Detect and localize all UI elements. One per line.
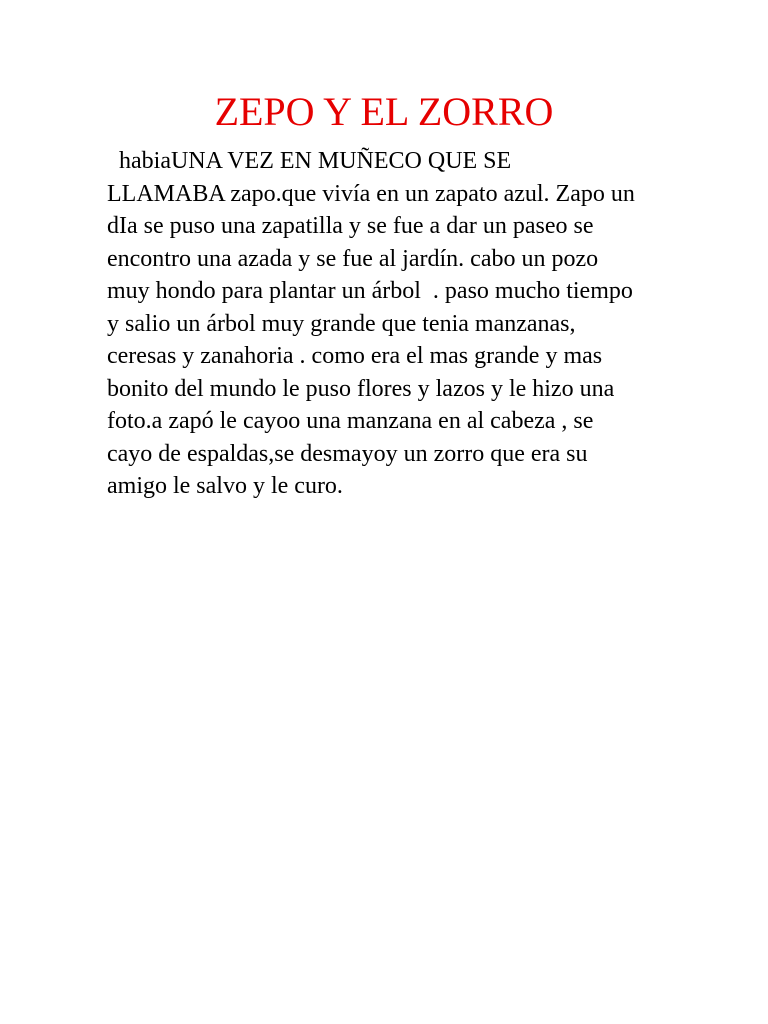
story-paragraph — [107, 145, 677, 503]
story-line: LLAMABA zapo.que vivía en un zapato azul. Zapo un — [107, 180, 635, 207]
story-line: encontro una azada y se fue al jardín. cabo un pozo — [107, 245, 599, 272]
story-line: muy hondo para plantar un árbol . paso mucho tiempo — [107, 278, 633, 304]
story-line: foto.a zapó le cayoo una manzana en al cabeza , se — [107, 408, 594, 434]
story-line: ceresas y zanahoria . como era el mas grande y mas — [107, 343, 603, 369]
story-line: cayo de espaldas,se desmayoy un zorro que era su — [107, 440, 588, 467]
story-line: amigo le salvo y le curo. — [107, 473, 343, 499]
story-line: bonito del mundo le puso flores y lazos y le hizo una — [107, 375, 615, 402]
story-line: dIa se puso una zapatilla y se fue a dar un paseo se — [107, 213, 594, 239]
document-title: ZEPO Y EL ZORRO — [214, 89, 554, 134]
story-line: y salio un árbol muy grande que tenia manzanas, — [107, 310, 576, 337]
story-line: habiaUNA VEZ EN MUÑECO QUE SE — [107, 148, 512, 174]
